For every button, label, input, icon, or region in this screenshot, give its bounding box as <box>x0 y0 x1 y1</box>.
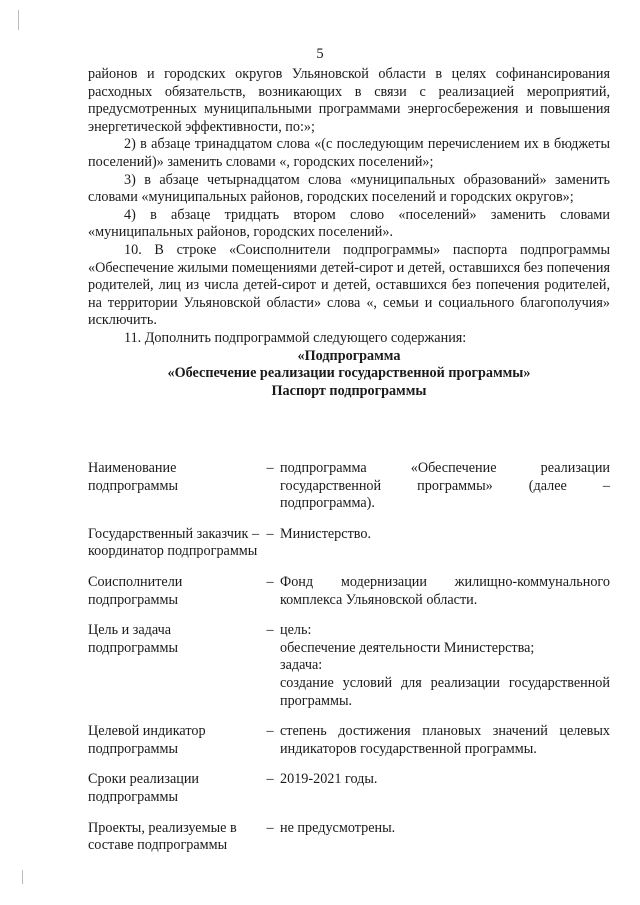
page-number: 5 <box>316 46 324 62</box>
passport-value: 2019-2021 годы. <box>280 771 378 788</box>
passport-row-indicator <box>88 723 610 758</box>
passport-dash: – <box>266 819 274 836</box>
passport-value: не предусмотрены. <box>280 819 396 836</box>
passport-label: Цель и задача подпрограммы <box>88 622 178 656</box>
passport-value: подпрограмма «Обеспечение реализации государственной программы» (далее – подпрограмма). <box>280 460 610 512</box>
passport-label: Наименование подпрограммы <box>88 460 178 494</box>
goal-text: обеспечение деятельности Министерства; <box>280 639 535 656</box>
passport-dash: – <box>266 525 274 542</box>
passport-row-terms <box>88 771 610 806</box>
passport-label: Проекты, реализуемые в составе подпрограммы <box>88 819 237 854</box>
passport-label: Соисполнители подпрограммы <box>88 573 183 608</box>
passport-dash: – <box>266 622 274 639</box>
passport-row-name <box>88 460 610 513</box>
passport-dash: – <box>266 723 274 740</box>
task-text: создание условий для реализации государственной программы. <box>280 674 610 709</box>
paragraph-item-4: 4) в абзаце тридцать втором слово «поселений» заменить словами «муниципальных районов, городских поселений». <box>88 206 610 241</box>
scan-mark-bottom-left <box>22 870 23 884</box>
passport-value <box>280 622 610 710</box>
passport-row-projects <box>88 820 610 855</box>
passport-label: Целевой индикатор подпрограммы <box>88 723 206 757</box>
passport-title: Паспорт подпрограммы <box>271 382 427 399</box>
passport-dash: – <box>266 573 274 590</box>
passport-row-coexecutors <box>88 574 610 609</box>
paragraph-point-11: 11. Дополнить подпрограммой следующего содержания: <box>124 329 467 346</box>
paragraph-item-3: 3) в абзаце четырнадцатом слова «муниципальных образований» заменить словами «муниципальных районов, городских поселений и городских округов»; <box>88 171 610 206</box>
paragraph-item-2: 2) в абзаце тринадцатом слова «(с последующим перечислением их в бюджеты поселений)» заменить словами «, городских поселений»; <box>88 136 610 170</box>
passport-label: Государственный заказчик – координатор подпрограммы <box>88 525 260 560</box>
body-text <box>88 66 610 400</box>
passport-dash: – <box>266 460 274 476</box>
passport-dash: – <box>266 771 274 788</box>
goal-heading: цель: <box>280 622 312 639</box>
passport-row-customer <box>88 526 610 561</box>
subprogram-heading-line2: «Обеспечение реализации государственной программы» <box>167 365 531 382</box>
passport-value: Фонд модернизации жилищно-коммунального комплекса Ульяновской области. <box>280 573 610 608</box>
task-heading: задача: <box>280 657 323 674</box>
passport-row-goal <box>88 622 610 710</box>
paragraph-point-10: 10. В строке «Соисполнители подпрограммы» паспорта подпрограммы «Обеспечение жилыми помещениями детей-сирот и детей, оставшихся без попечения родителей, лиц из числа детей-сирот и детей, оставшихся без попечения родителей, на территории Ульяновской области» слова «, семьи и социального благополучия» исключить. <box>88 241 610 329</box>
passport-table <box>88 460 610 855</box>
paragraph-continuation: районов и городских округов Ульяновской области в целях софинансирования расходных обязательств, возникающих в связи с реализацией мероприятий, предусмотренных муниципальными программами энергосбережения и повышения энергетической эффективности, по:»; <box>88 66 610 135</box>
passport-value: Министерство. <box>280 525 372 542</box>
scan-mark-top-left <box>18 10 19 30</box>
subprogram-heading-line1: «Подпрограмма <box>297 347 401 364</box>
passport-value: степень достижения плановых значений целевых индикаторов государственной программы. <box>280 723 610 757</box>
passport-label: Сроки реализации подпрограммы <box>88 771 200 805</box>
